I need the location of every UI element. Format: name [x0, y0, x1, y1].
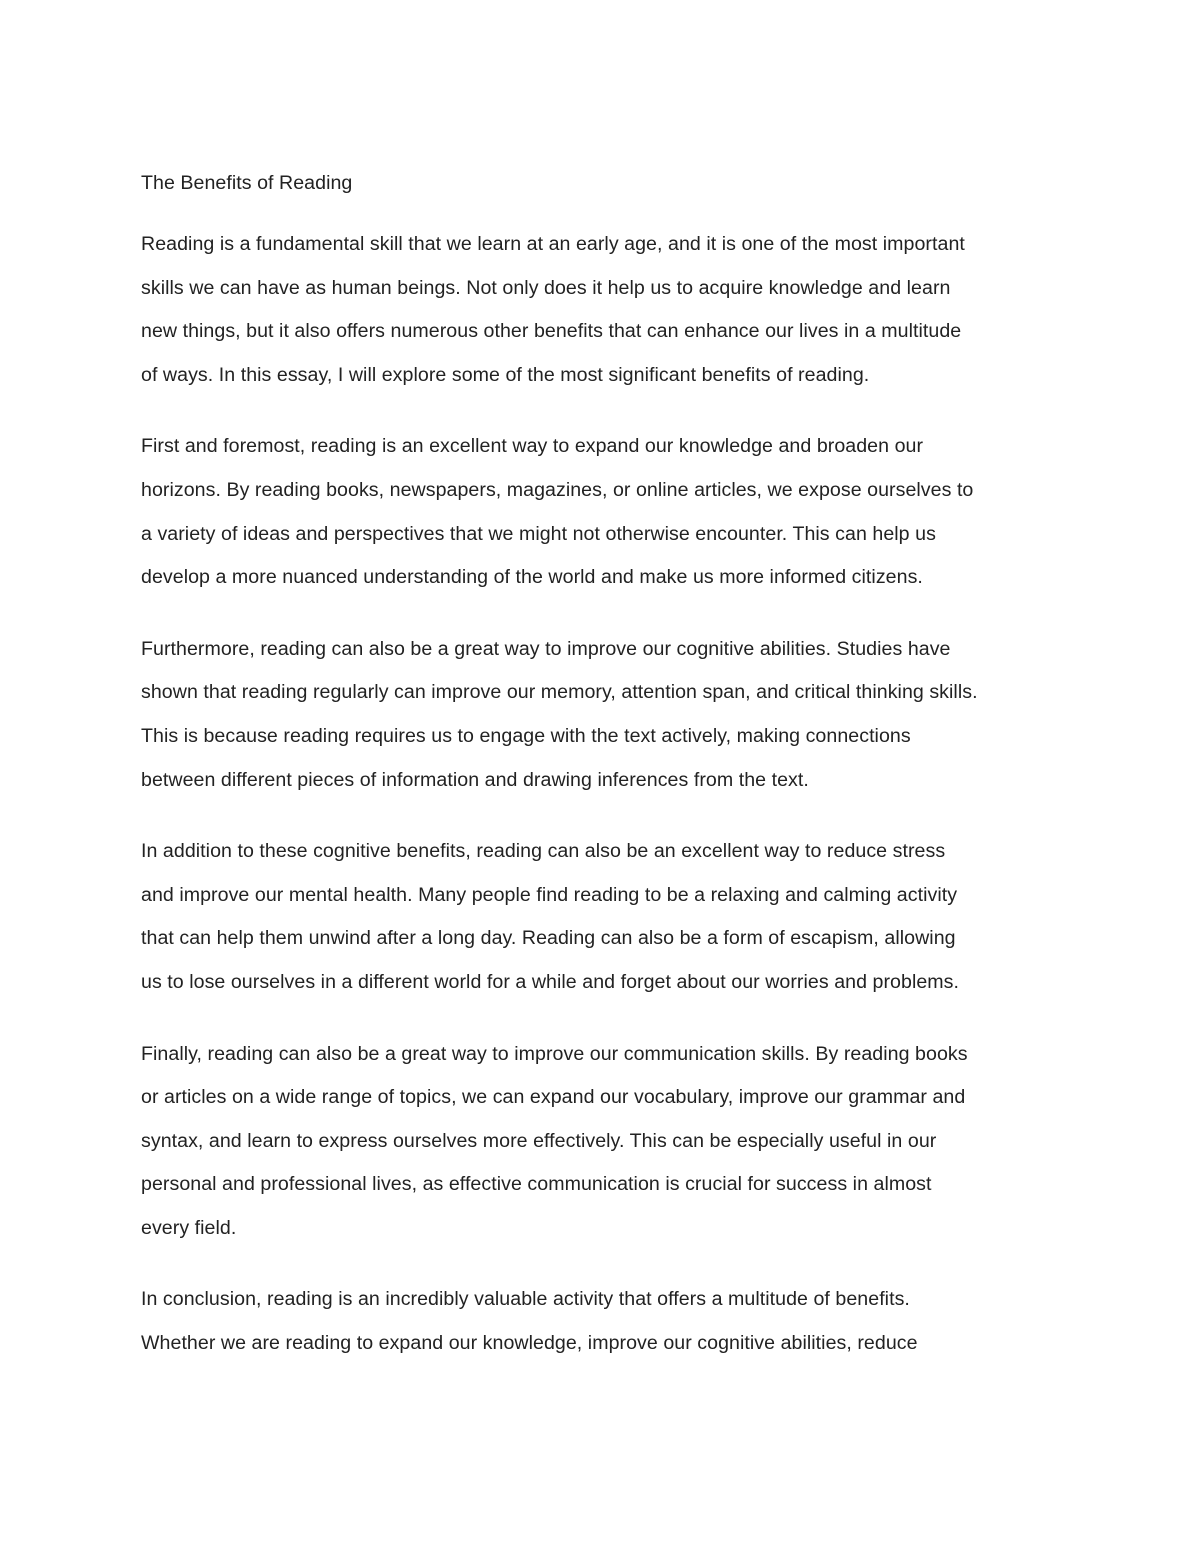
text-line: us to lose ourselves in a different world for a while and forget about our worries and problems. — [141, 970, 960, 993]
text-line: between different pieces of information and drawing inferences from the text. — [141, 768, 809, 791]
text-line: Furthermore, reading can also be a great way to improve our cognitive abilities. Studies have — [141, 637, 951, 660]
text-line: In addition to these cognitive benefits, reading can also be an excellent way to reduce stress — [141, 840, 946, 863]
paragraph-cognitive — [141, 628, 1071, 802]
text-line: skills we can have as human beings. Not only does it help us to acquire knowledge and learn — [141, 276, 951, 299]
text-line: shown that reading regularly can improve our memory, attention span, and critical thinking skills. — [141, 681, 978, 704]
text-line: of ways. In this essay, I will explore some of the most significant benefits of reading. — [141, 363, 870, 386]
text-line: In conclusion, reading is an incredibly valuable activity that offers a multitude of benefits. — [141, 1288, 910, 1311]
text-line: Whether we are reading to expand our knowledge, improve our cognitive abilities, reduce — [141, 1332, 918, 1355]
paragraph-mental-health — [141, 830, 1071, 1004]
document-title: The Benefits of Reading — [141, 172, 353, 194]
text-line: a variety of ideas and perspectives that we might not otherwise encounter. This can help us — [141, 522, 936, 545]
text-line: and improve our mental health. Many people find reading to be a relaxing and calming activity — [141, 883, 958, 906]
text-line: new things, but it also offers numerous other benefits that can enhance our lives in a multitude — [141, 320, 962, 343]
text-line: personal and professional lives, as effective communication is crucial for success in almost — [141, 1173, 932, 1196]
text-line: syntax, and learn to express ourselves more effectively. This can be especially useful in our — [141, 1129, 937, 1152]
paragraph-knowledge — [141, 425, 1071, 599]
text-line: Finally, reading can also be a great way to improve our communication skills. By reading books — [141, 1042, 968, 1065]
text-line: develop a more nuanced understanding of the world and make us more informed citizens. — [141, 566, 923, 589]
text-line: This is because reading requires us to engage with the text actively, making connections — [141, 724, 911, 747]
paragraph-introduction — [141, 223, 1071, 397]
text-line: or articles on a wide range of topics, we can expand our vocabulary, improve our grammar and — [141, 1086, 966, 1109]
paragraph-conclusion — [141, 1278, 1071, 1365]
text-line: First and foremost, reading is an excellent way to expand our knowledge and broaden our — [141, 435, 924, 458]
text-line: Reading is a fundamental skill that we learn at an early age, and it is one of the most important — [141, 233, 965, 255]
text-line: every field. — [141, 1216, 237, 1239]
document-body — [141, 166, 1071, 1366]
text-line: that can help them unwind after a long day. Reading can also be a form of escapism, allowing — [141, 927, 956, 950]
paragraph-communication — [141, 1033, 1071, 1251]
text-line: horizons. By reading books, newspapers, magazines, or online articles, we expose ourselves to — [141, 478, 974, 501]
